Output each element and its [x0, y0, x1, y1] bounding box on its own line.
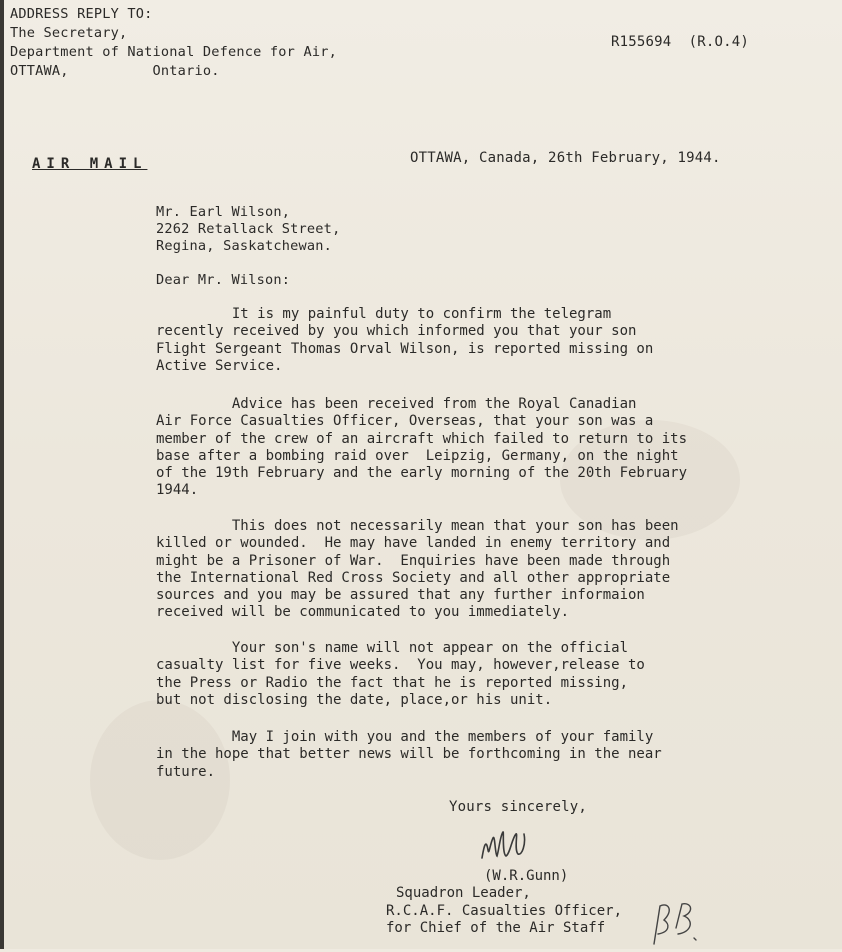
- paragraph-line: the Press or Radio the fact that he is reported missing,: [156, 674, 629, 691]
- initials-icon: [648, 898, 704, 948]
- recipient-street: 2262 Retallack Street,: [156, 221, 341, 237]
- signer-rank: Squadron Leader,: [396, 885, 531, 902]
- paragraph-5: [156, 729, 736, 781]
- signer-title: R.C.A.F. Casualties Officer,: [386, 902, 623, 919]
- paragraph-line: Air Force Casualties Officer, Overseas, that your son was a: [156, 413, 654, 430]
- paragraph-line: but not disclosing the date, place,or his unit.: [156, 691, 553, 708]
- letterhead-line2: Department of National Defence for Air,: [10, 44, 337, 60]
- paragraph-line: in the hope that better news will be forthcoming in the near: [156, 746, 662, 763]
- paragraph-line: 1944.: [156, 482, 199, 499]
- recipient-name: Mr. Earl Wilson,: [156, 204, 291, 220]
- paragraph-4: [156, 640, 736, 709]
- paragraph-2: [156, 396, 736, 500]
- paragraph-line: base after a bombing raid over Leipzig, Germany, on the night: [156, 447, 679, 464]
- dateline: OTTAWA, Canada, 26th February, 1944.: [410, 150, 721, 166]
- closing: Yours sincerely,: [449, 799, 588, 815]
- recipient-city: Regina, Saskatchewan.: [156, 238, 333, 254]
- paragraph-line: received will be communicated to you immediately.: [156, 604, 570, 621]
- paragraph-line: future.: [156, 763, 216, 780]
- paragraph-line: recently received by you which informed you that your son: [156, 323, 637, 340]
- paragraph-line: Active Service.: [156, 357, 283, 374]
- address-reply-label: ADDRESS REPLY TO:: [10, 6, 153, 22]
- paragraph-line: Flight Sergeant Thomas Orval Wilson, is reported missing on: [156, 340, 654, 357]
- signature-icon: [476, 820, 546, 868]
- paragraph-line: might be a Prisoner of War. Enquiries have been made through: [156, 552, 671, 569]
- paragraph-line: killed or wounded. He may have landed in enemy territory and: [156, 535, 671, 552]
- signer-name: (W.R.Gunn): [484, 868, 569, 884]
- handwritten-signature: [476, 820, 546, 872]
- paragraph-line: It is my painful duty to confirm the telegram: [156, 306, 612, 322]
- reference-number: R155694 (R.O.4): [611, 34, 750, 50]
- signer-for: for Chief of the Air Staff: [386, 920, 606, 937]
- letterhead-line1: The Secretary,: [10, 25, 128, 41]
- paragraph-line: sources and you may be assured that any further informaion: [156, 587, 645, 604]
- handwritten-initials: [648, 898, 704, 952]
- salutation: Dear Mr. Wilson:: [156, 272, 291, 288]
- paragraph-line: the International Red Cross Society and all other appropriate: [156, 569, 671, 586]
- paragraph-3: [156, 518, 736, 622]
- letterhead-line3: OTTAWA, Ontario.: [10, 63, 220, 79]
- air-mail-label: AIR MAIL: [32, 156, 148, 172]
- paragraph-line: Your son's name will not appear on the official: [156, 640, 629, 656]
- paragraph-line: casualty list for five weeks. You may, however,release to: [156, 657, 645, 674]
- paragraph-line: of the 19th February and the early morning of the 20th February: [156, 465, 688, 482]
- paragraph-line: member of the crew of an aircraft which failed to return to its: [156, 430, 688, 447]
- paragraph-line: This does not necessarily mean that your son has been: [156, 518, 679, 534]
- signature-block: [386, 868, 622, 938]
- paper-edge: [0, 0, 4, 949]
- paragraph-line: May I join with you and the members of your family: [156, 729, 654, 745]
- paragraph-1: [156, 306, 736, 375]
- paragraph-line: Advice has been received from the Royal Canadian: [156, 396, 637, 412]
